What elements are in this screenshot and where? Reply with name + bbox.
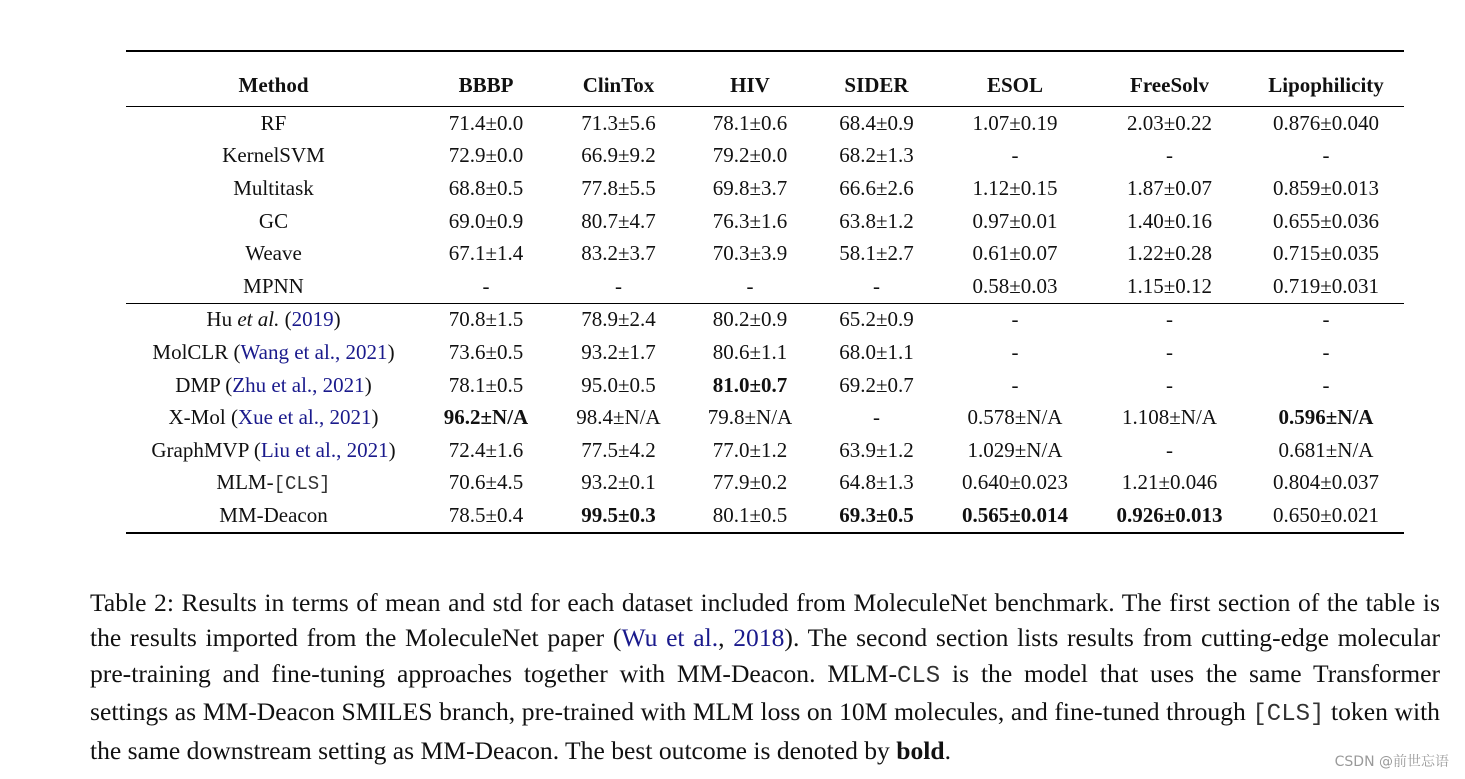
column-header: ESOL [939, 51, 1091, 107]
table-cell: 77.0±1.2 [712, 437, 788, 462]
table-cell: 66.9±9.2 [581, 143, 656, 168]
header-row [126, 51, 1404, 107]
table-cell: 1.07±0.19 [972, 110, 1058, 135]
table-cell: 76.3±1.6 [712, 208, 788, 233]
method-name: MolCLR [152, 339, 229, 364]
column-header: HIV [686, 51, 814, 107]
citation-link[interactable]: Wang et al., 2021 [240, 339, 388, 364]
table-cell-best: 0.565±0.014 [939, 499, 1091, 533]
table-cell: 0.681±N/A [1278, 437, 1374, 462]
table-cell: 1.029±N/A [967, 437, 1063, 462]
table-cell: - [1166, 339, 1173, 364]
citation-link[interactable]: Wu et al. [621, 623, 719, 653]
caption-text: token with the same downstream setting as MM-Deacon. The best outcome is denoted by [90, 697, 1440, 765]
table-row [126, 303, 1404, 336]
citation-link[interactable]: Zhu et al., 2021 [232, 372, 365, 397]
table-cell: 78.1±0.5 [448, 372, 524, 397]
table-cell-best: 69.3±0.5 [814, 499, 939, 533]
table-row [126, 205, 1404, 238]
column-header: Lipophilicity [1248, 51, 1404, 107]
table-cell: 78.5±0.4 [421, 499, 551, 533]
table-cell: - [1322, 143, 1330, 168]
method-etal: et al. [237, 307, 280, 332]
table-cell: 1.40±0.16 [1126, 208, 1213, 233]
table-cell: 69.8±3.7 [712, 175, 788, 200]
method-cell [126, 467, 421, 500]
watermark: CSDN @前世忘语 [1334, 754, 1449, 770]
caption-text: , [718, 623, 734, 653]
table-cell: 68.2±1.3 [839, 143, 914, 168]
table-cell: 1.22±0.28 [1126, 241, 1213, 266]
table-cell: - [746, 273, 754, 298]
citation-link[interactable]: Liu et al., 2021 [260, 437, 389, 462]
table-cell: 64.8±1.3 [839, 470, 914, 495]
table-cell-best: 99.5±0.3 [551, 499, 686, 533]
table-cell: 98.4±N/A [576, 405, 661, 430]
table-cell: 71.4±0.0 [448, 110, 524, 135]
table-cell: 0.655±0.036 [1272, 208, 1380, 233]
method-cell: RF [260, 110, 287, 135]
method-name: Hu [206, 307, 233, 332]
table-cell: 0.804±0.037 [1272, 470, 1380, 495]
caption-text: . [944, 735, 952, 765]
method-cell: MolCLR (Wang et al., 2021) [152, 339, 395, 364]
table-cell: 68.4±0.9 [839, 110, 914, 135]
method-cell: GraphMVP (Liu et al., 2021) [151, 437, 396, 462]
table-cell: 79.2±0.0 [712, 143, 788, 168]
table-row [126, 270, 1404, 303]
table-cell: 1.12±0.15 [972, 175, 1058, 200]
table-cell: 1.87±0.07 [1126, 175, 1213, 200]
table-cell-best: 96.2±N/A [443, 405, 529, 430]
table-cell: 70.6±4.5 [448, 470, 524, 495]
table-cell: 72.4±1.6 [448, 437, 524, 462]
table-cell: 70.8±1.5 [421, 303, 551, 336]
citation-link[interactable]: Xue et al., 2021 [237, 405, 372, 430]
table-cell: 0.58±0.03 [972, 273, 1058, 298]
table-row [126, 336, 1404, 369]
table-cell: 58.1±2.7 [839, 241, 914, 266]
table-cell: 80.6±1.1 [712, 339, 788, 364]
table-cell: 0.876±0.040 [1272, 110, 1380, 135]
citation-link[interactable]: 2018 [733, 623, 785, 653]
method-name: X-Mol [168, 405, 226, 430]
table-row [126, 172, 1404, 205]
table-cell: 95.0±0.5 [581, 372, 656, 397]
table-cell: - [939, 303, 1091, 336]
table-caption [90, 585, 1440, 769]
table-cell: 69.0±0.9 [448, 208, 524, 233]
table-cell: - [1248, 303, 1404, 336]
method-code: [CLS] [273, 473, 331, 496]
method-name: DMP [175, 372, 221, 397]
table-cell: 0.715±0.035 [1272, 241, 1380, 266]
method-cell: Hu et al. (2019) [126, 303, 421, 336]
table-cell: 63.9±1.2 [839, 437, 914, 462]
table-cell: 69.2±0.7 [839, 372, 914, 397]
table-cell: - [873, 405, 880, 430]
table-cell: 77.5±4.2 [581, 437, 656, 462]
table-cell: 93.2±1.7 [581, 339, 656, 364]
table-row [126, 434, 1404, 467]
citation-link[interactable]: 2019 [291, 307, 334, 332]
table-cell: 77.8±5.5 [581, 175, 656, 200]
table-cell: - [482, 273, 490, 298]
caption-code: [CLS] [1252, 701, 1325, 729]
table-cell: 67.1±1.4 [448, 241, 524, 266]
table-cell-best: 0.926±0.013 [1091, 499, 1248, 533]
method-name: GraphMVP [151, 437, 249, 462]
table-cell: 77.9±0.2 [712, 470, 788, 495]
table-cell: 0.578±N/A [967, 405, 1063, 430]
table-cell: - [615, 273, 622, 298]
table-cell: 66.6±2.6 [839, 175, 914, 200]
column-header: FreeSolv [1091, 51, 1248, 107]
caption-bold-word: bold [896, 735, 945, 765]
table-cell: - [1091, 303, 1248, 336]
table-cell: 83.2±3.7 [581, 241, 656, 266]
table-cell: 63.8±1.2 [839, 208, 914, 233]
method-cell: Multitask [233, 175, 314, 200]
method-cell: MPNN [243, 273, 304, 298]
table-cell: 78.9±2.4 [551, 303, 686, 336]
method-cell: Weave [245, 241, 302, 266]
table-row [126, 499, 1404, 533]
table-cell-best: 81.0±0.7 [712, 372, 788, 397]
column-header: Method [126, 51, 421, 107]
table-cell: 2.03±0.22 [1126, 110, 1213, 135]
table-cell: 68.0±1.1 [839, 339, 914, 364]
table-cell: - [1166, 372, 1173, 397]
column-header: SIDER [814, 51, 939, 107]
table-row [126, 467, 1404, 500]
method-cell: X-Mol (Xue et al., 2021) [168, 405, 379, 430]
caption-text: ). The second section lists results from cutting-edge molecular pre-training and fine-tuning approaches together with MM-Deacon. MLM- [90, 623, 1440, 688]
method-name: MLM- [216, 470, 274, 495]
table-cell: 0.719±0.031 [1272, 273, 1380, 298]
table-cell: 71.3±5.6 [581, 110, 656, 135]
table-cell: - [1166, 437, 1173, 462]
table-row [126, 369, 1404, 402]
table-row [126, 237, 1404, 270]
table-cell: 1.15±0.12 [1126, 273, 1213, 298]
table-cell: 0.97±0.01 [972, 208, 1058, 233]
table-row [126, 140, 1404, 173]
column-header: BBBP [421, 51, 551, 107]
table-cell: 68.8±0.5 [448, 175, 524, 200]
table-cell: 93.2±0.1 [581, 470, 656, 495]
method-cell: GC [258, 208, 289, 233]
table-cell: 0.61±0.07 [972, 241, 1058, 266]
table-cell: 70.3±3.9 [712, 241, 788, 266]
table-cell: 79.8±N/A [707, 405, 793, 430]
table-row [126, 401, 1404, 434]
table-cell: - [1322, 339, 1330, 364]
caption-text: is the model that uses the same Transformer settings as MM-Deacon SMILES branch, pre-trained with MLM loss on 10M molecules, and fine-tuned through [90, 658, 1440, 727]
table-cell: 1.108±N/A [1122, 405, 1217, 430]
table-cell: - [1166, 143, 1173, 168]
table-cell: 0.859±0.013 [1272, 175, 1380, 200]
table-cell: 73.6±0.5 [448, 339, 524, 364]
table-cell: 80.2±0.9 [686, 303, 814, 336]
table-cell: 1.21±0.046 [1121, 470, 1218, 495]
method-cell: KernelSVM [222, 143, 325, 168]
method-cell: MM-Deacon [126, 499, 421, 533]
table-cell: 80.1±0.5 [686, 499, 814, 533]
table-cell: 72.9±0.0 [448, 143, 524, 168]
caption-code: CLS [897, 662, 941, 690]
table-row [126, 107, 1404, 140]
table-cell: - [873, 273, 880, 298]
table-cell: - [1011, 143, 1019, 168]
column-header: ClinTox [551, 51, 686, 107]
table-cell: 78.1±0.6 [712, 110, 788, 135]
results-table [126, 50, 1404, 534]
table-cell: 65.2±0.9 [814, 303, 939, 336]
method-cell: DMP (Zhu et al., 2021) [175, 372, 372, 397]
table-cell: - [1322, 372, 1330, 397]
caption-text: Table 2: Results in terms of mean and std for each dataset included from MoleculeNet benchmark. The first section of the table is the results imported from the MoleculeNet paper ( [90, 587, 1440, 653]
table-cell: 80.7±4.7 [581, 208, 656, 233]
table-cell: 0.650±0.021 [1248, 499, 1404, 533]
table-cell: - [1011, 339, 1019, 364]
table-cell: - [1011, 372, 1019, 397]
table-cell: 0.640±0.023 [961, 470, 1069, 495]
table-cell-best: 0.596±N/A [1278, 405, 1374, 430]
